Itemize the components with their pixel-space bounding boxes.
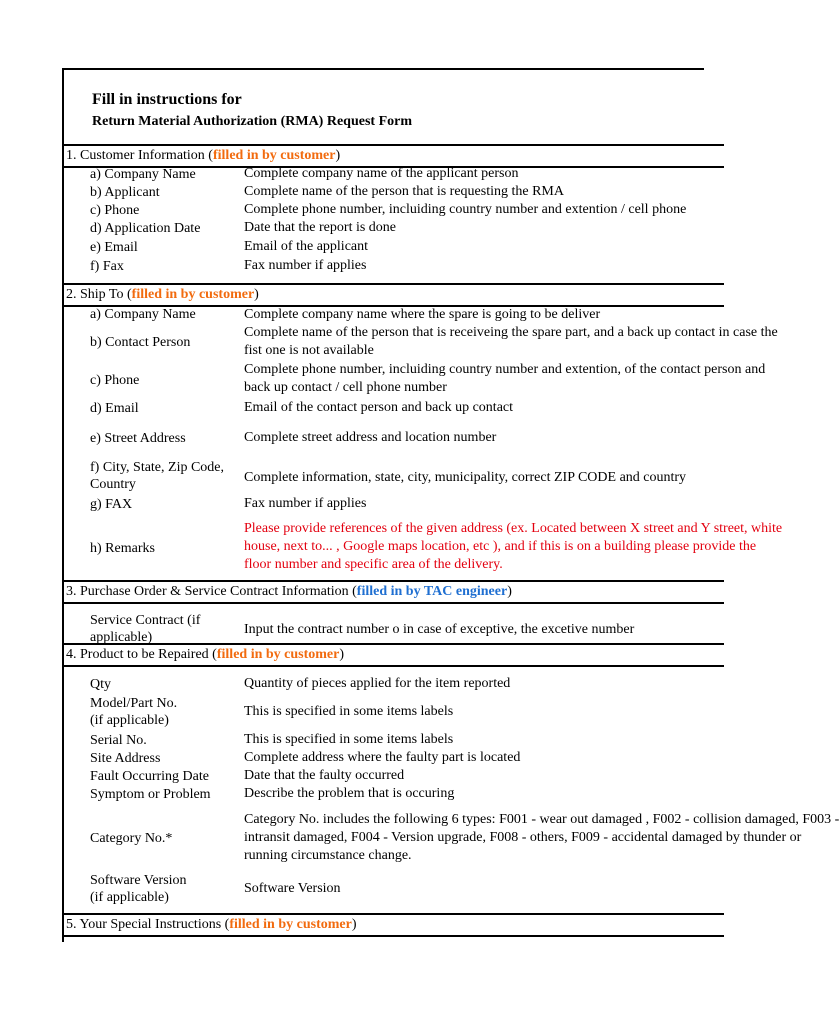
rma-instructions-sheet bbox=[62, 68, 839, 942]
section-4-header bbox=[64, 643, 724, 667]
section-5-header bbox=[64, 913, 724, 937]
row-label: f) City, State, Zip Code, bbox=[90, 460, 225, 475]
row-value: This is specified in some items labels bbox=[244, 704, 454, 719]
section-4-highlight: filled in by customer bbox=[216, 647, 340, 662]
section-3-suffix: ) bbox=[507, 584, 512, 599]
row-label-line-2: applicable) bbox=[90, 630, 153, 645]
row-label: g) FAX bbox=[90, 497, 133, 512]
row-value: Email of the applicant bbox=[244, 239, 369, 254]
row-value: Complete company name where the spare is going to be deliver bbox=[244, 307, 601, 322]
section-1-highlight: filled in by customer bbox=[212, 148, 336, 163]
row-value: Fax number if applies bbox=[244, 496, 367, 511]
section-2-prefix: 2. Ship To ( bbox=[66, 287, 132, 302]
row-label: Site Address bbox=[90, 751, 161, 766]
row-value-line-2: intransit damaged, F004 - Version upgrade, F008 - others, F009 - accidental damaged by thunder or bbox=[244, 830, 802, 845]
row-label: d) Application Date bbox=[90, 221, 201, 236]
row-value: Complete phone number, incluiding country number and extention / cell phone bbox=[244, 202, 687, 217]
row-label: Category No.* bbox=[90, 831, 173, 846]
row-label-line-2: (if applicable) bbox=[90, 713, 169, 728]
row-label: Serial No. bbox=[90, 733, 147, 748]
row-label: c) Phone bbox=[90, 203, 140, 218]
row-value: Complete street address and location number bbox=[244, 430, 497, 445]
row-value: Complete address where the faulty part is located bbox=[244, 750, 521, 765]
row-label: Qty bbox=[90, 677, 111, 692]
row-value: Fax number if applies bbox=[244, 258, 367, 273]
row-value: Category No. includes the following 6 types: F001 - wear out damaged , F002 - collision damaged, F003 - bbox=[244, 812, 839, 827]
row-value-line-3: floor number and specific area of the delivery. bbox=[244, 557, 503, 572]
row-value-line-2: back up contact / cell phone number bbox=[244, 380, 447, 395]
row-value: Describe the problem that is occuring bbox=[244, 786, 455, 801]
section-5-prefix: 5. Your Special Instructions ( bbox=[66, 917, 230, 932]
section-2-suffix: ) bbox=[254, 287, 259, 302]
section-3-highlight: filled in by TAC engineer bbox=[356, 584, 508, 599]
row-value: Date that the faulty occurred bbox=[244, 768, 405, 783]
section-1-prefix: 1. Customer Information ( bbox=[66, 148, 213, 163]
row-value: Date that the report is done bbox=[244, 220, 397, 235]
row-value: Complete information, state, city, municipality, correct ZIP CODE and country bbox=[244, 470, 687, 485]
row-value-line-2: fist one is not available bbox=[244, 343, 374, 358]
page-title: Fill in instructions for bbox=[92, 91, 242, 108]
row-value: Email of the contact person and back up contact bbox=[244, 400, 514, 415]
row-label: b) Applicant bbox=[90, 185, 160, 200]
row-value: Complete phone number, incluiding country number and extention, of the contact person and bbox=[244, 362, 766, 377]
section-5-highlight: filled in by customer bbox=[229, 917, 352, 932]
row-label: Fault Occurring Date bbox=[90, 769, 209, 784]
row-label-line-2: (if applicable) bbox=[90, 890, 169, 905]
row-label: Symptom or Problem bbox=[90, 787, 211, 802]
row-value-line-3: running circumstance change. bbox=[244, 848, 412, 863]
row-label: a) Company Name bbox=[90, 307, 196, 322]
row-label: c) Phone bbox=[90, 373, 140, 388]
row-value: This is specified in some items labels bbox=[244, 732, 454, 747]
row-value: Complete name of the person that is requesting the RMA bbox=[244, 184, 564, 199]
section-1-suffix: ) bbox=[335, 148, 341, 163]
row-label: e) Street Address bbox=[90, 431, 186, 446]
row-value: Input the contract number o in case of exceptive, the excetive number bbox=[244, 622, 635, 637]
row-value: Complete name of the person that is receiveing the spare part, and a back up contact in case the bbox=[244, 325, 778, 340]
section-2-highlight: filled in by customer bbox=[131, 287, 255, 302]
row-label: Service Contract (if bbox=[90, 613, 201, 628]
row-label: h) Remarks bbox=[90, 541, 155, 556]
row-label: a) Company Name bbox=[90, 167, 196, 182]
section-5-suffix: ) bbox=[351, 917, 357, 932]
row-label: Software Version bbox=[90, 873, 187, 888]
row-label: f) Fax bbox=[90, 259, 124, 274]
row-value: Software Version bbox=[244, 881, 341, 896]
section-3-header bbox=[64, 580, 724, 604]
row-value: Quantity of pieces applied for the item reported bbox=[244, 676, 511, 691]
row-label: d) Email bbox=[90, 401, 139, 416]
section-4-suffix: ) bbox=[339, 647, 345, 662]
row-value: Please provide references of the given address (ex. Located between X street and Y street, white bbox=[244, 521, 783, 536]
section-4-prefix: 4. Product to be Repaired ( bbox=[66, 647, 217, 662]
section-2-header bbox=[64, 283, 724, 307]
page-subtitle: Return Material Authorization (RMA) Request Form bbox=[92, 114, 412, 129]
row-label-line-2: Country bbox=[90, 477, 136, 492]
row-label: b) Contact Person bbox=[90, 335, 191, 350]
section-3-prefix: 3. Purchase Order & Service Contract Information ( bbox=[66, 584, 357, 599]
row-label: e) Email bbox=[90, 240, 138, 255]
row-value: Complete company name of the applicant person bbox=[244, 166, 519, 181]
row-label: Model/Part No. bbox=[90, 696, 178, 711]
row-value-line-2: house, next to... , Google maps location, etc ), and if this is on a building please provide the bbox=[244, 539, 757, 554]
